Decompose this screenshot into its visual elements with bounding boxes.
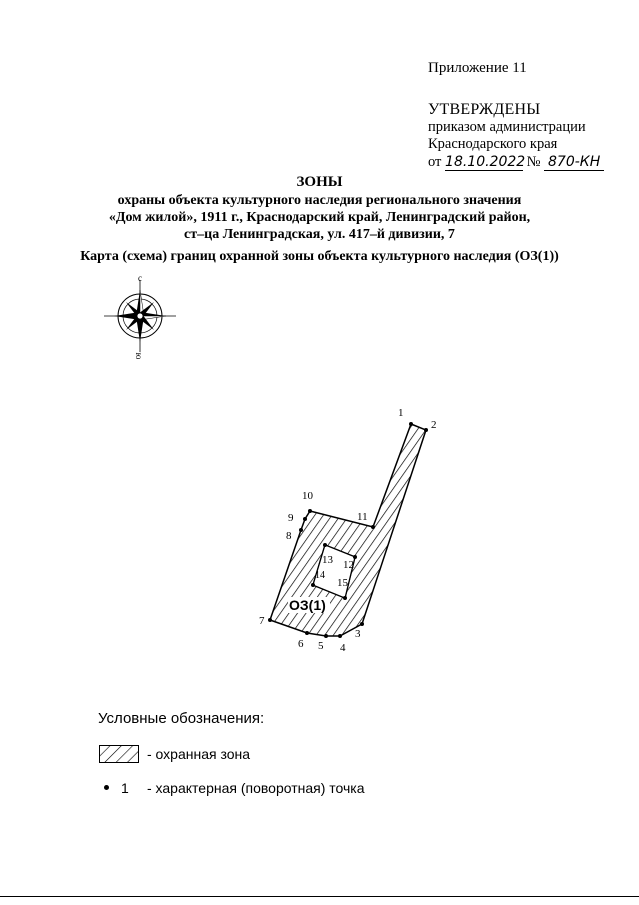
point-marker-10 — [308, 509, 312, 513]
point-marker-2 — [424, 428, 428, 432]
compass-south-label: ю — [134, 352, 144, 360]
point-label-8: 8 — [286, 530, 292, 542]
bottom-rule — [0, 896, 639, 897]
point-label-2: 2 — [431, 419, 437, 431]
point-marker-14 — [311, 583, 315, 587]
point-label-4: 4 — [340, 642, 346, 654]
legend-point-text: - характерная (поворотная) точка — [147, 780, 365, 796]
map-title: Карта (схема) границ охранной зоны объекта культурного наследия (ОЗ(1)) — [80, 249, 559, 264]
point-marker-9 — [303, 517, 307, 521]
point-label-7: 7 — [259, 615, 265, 627]
point-marker-3 — [360, 622, 364, 626]
point-label-5: 5 — [318, 640, 324, 652]
compass-north-label: с — [138, 273, 142, 283]
point-marker-8 — [299, 528, 303, 532]
point-label-9: 9 — [288, 512, 294, 524]
appendix-number: Приложение 11 — [428, 60, 527, 76]
legend-zone-swatch — [99, 745, 139, 763]
point-label-15: 15 — [337, 577, 348, 589]
legend-title: Условные обозначения: — [98, 710, 265, 727]
point-marker-11 — [371, 525, 375, 529]
order-number: 870-КН — [544, 155, 604, 171]
order-date: 18.10.2022 — [445, 154, 526, 170]
point-marker-13 — [323, 543, 327, 547]
legend-point-number: 1 — [121, 780, 129, 796]
legend-point-dot — [104, 785, 109, 790]
point-label-1: 1 — [398, 407, 404, 419]
legend-zone-text: - охранная зона — [147, 746, 251, 762]
title-line-1: охраны объекта культурного наследия регионального значения — [117, 193, 522, 208]
point-marker-5 — [324, 634, 328, 638]
approved-line-2: Краснодарского края — [428, 136, 558, 152]
point-marker-15 — [343, 596, 347, 600]
title-line-2: «Дом жилой», 1911 г., Краснодарский край, Ленинградский район, — [108, 210, 531, 225]
point-label-13: 13 — [322, 554, 333, 566]
point-marker-4 — [338, 634, 342, 638]
point-label-11: 11 — [357, 511, 368, 523]
point-marker-1 — [409, 422, 413, 426]
point-label-10: 10 — [302, 490, 313, 502]
point-label-3: 3 — [355, 628, 361, 640]
approved-line-1: приказом администрации — [428, 119, 586, 135]
point-label-12: 12 — [343, 559, 354, 571]
date-prefix: от — [428, 154, 442, 170]
zone-label: ОЗ(1) — [289, 597, 326, 613]
point-label-6: 6 — [298, 638, 304, 650]
title-line-3: ст–ца Ленинградская, ул. 417–й дивизии, 7 — [184, 227, 455, 242]
point-marker-6 — [305, 631, 309, 635]
number-prefix: № — [526, 154, 541, 170]
approved-title: УТВЕРЖДЕНЫ — [428, 101, 541, 118]
document-heading: ЗОНЫ — [296, 174, 343, 190]
point-marker-7 — [268, 618, 272, 622]
point-label-14: 14 — [315, 570, 325, 581]
